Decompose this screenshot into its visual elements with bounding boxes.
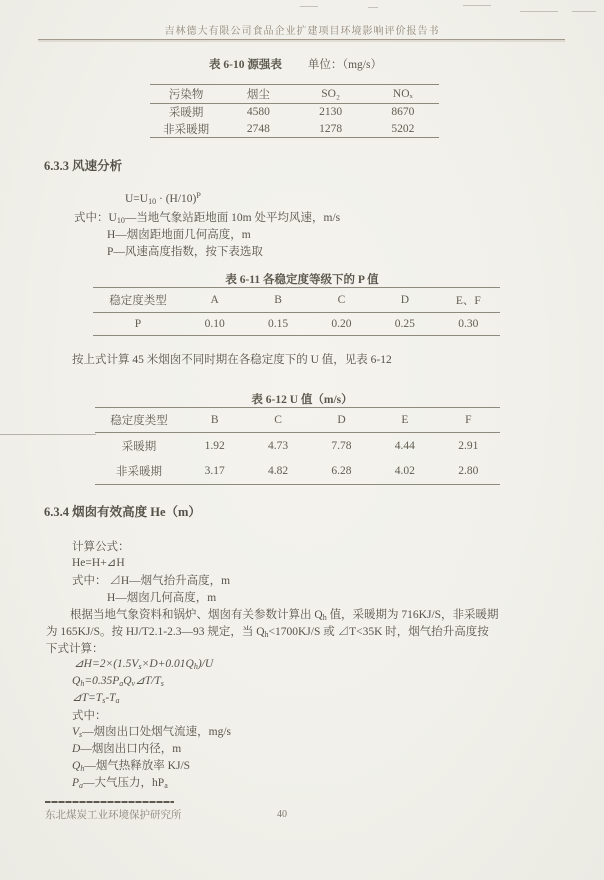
definition-d: D—烟囱出口内径，m (72, 743, 182, 755)
paragraph-qh-line3: 下式计算： (46, 643, 104, 655)
table-cell: 0.25 (394, 318, 415, 330)
table-cell: 采暖期 (121, 440, 157, 453)
table-cell: 0.20 (331, 318, 352, 330)
column-header: B (274, 294, 282, 306)
column-header: 稳定度类型 (110, 415, 168, 427)
scan-artifact (463, 5, 491, 6)
table-cell: 4.44 (394, 439, 415, 452)
column-header: E (401, 414, 409, 426)
table-cell: 非采暖期 (163, 123, 210, 136)
section-heading-6-3-4: 6.3.4 烟囱有效高度 He（m） (44, 505, 201, 519)
table-cell: 4.82 (268, 465, 289, 478)
calc-formula-label: 计算公式： (72, 541, 130, 553)
page-number: 40 (277, 809, 287, 820)
shizhong-label: 式中： (72, 710, 107, 722)
table-row (95, 459, 500, 485)
table-6-10-caption-row (209, 56, 382, 72)
definition-p: P—风速高度指数，按下表选取 (107, 246, 263, 258)
table-cell: 0.10 (204, 318, 225, 330)
table-6-10-title: 表 6-10 源强表 (209, 59, 282, 71)
column-header: D (337, 414, 346, 426)
column-header: 污染物 (168, 89, 204, 101)
column-header: F (465, 414, 472, 426)
formula-delta-h: $⊿H=2\times(1.5V_s\times D+0.01Q_h)/U$ (74, 658, 214, 671)
paragraph-qh-line2: 为 165KJ/S。按 HJ/T2.1-2.3—93 规定，当 $Q_h<1700KJ/S$ 或 ⊿T<35K 时，烟气抬升高度按 (46, 626, 489, 639)
table-6-11-title: 表 6-11 各稳定度等级下的 P 值 (225, 274, 379, 286)
definition-qh: $Q_h—$烟气热释放率 KJ/S (72, 760, 191, 773)
column-header: 稳定度类型 (109, 295, 167, 307)
table-cell: 7.78 (331, 439, 352, 452)
definition-h-geo: H—烟囱几何高度，m (107, 592, 217, 604)
table-cell: 0.30 (458, 318, 479, 330)
definition-pa: $P_a—$大气压力，$hP_a$ (72, 777, 168, 790)
scan-artifact (0, 434, 96, 435)
column-header: B (210, 414, 219, 426)
table-cell: P (134, 318, 142, 330)
table-cell: 0.15 (268, 318, 289, 330)
definition-h: H—烟囱距地面几何高度，m (107, 229, 251, 241)
table-cell: 5202 (391, 122, 415, 135)
table-cell: 4580 (246, 106, 270, 119)
column-header: 烟尘 (246, 89, 270, 101)
table-6-11 (93, 287, 500, 336)
formula-delta-t: $⊿T=T_s-T_a$ (72, 692, 120, 705)
table-6-12 (95, 407, 500, 485)
column-header: D (400, 294, 410, 306)
header-rule (38, 39, 565, 40)
table-6-10-unit: 单位：（mg/s） (307, 59, 382, 71)
table-row (93, 288, 500, 313)
table-row (95, 433, 500, 459)
definition-vs: $V_s—$烟囱出口处烟气流速，mg/s (72, 726, 232, 739)
table-cell: 1278 (319, 122, 343, 135)
paragraph-qh-line1: 根据当地气象资料和锅炉、烟囱有关参数计算出 $Q_h$ 值，采暖期为 716KJ/S，非采暖期 (70, 609, 499, 622)
table-row (150, 104, 439, 121)
table-cell: 8670 (391, 106, 415, 119)
report-header-title: 吉林德大有限公司食品企业扩建项目环境影响评价报告书 (164, 26, 440, 37)
table-cell: 2130 (319, 106, 343, 119)
scan-artifact (368, 7, 378, 8)
table-cell: 2.91 (458, 439, 479, 452)
scan-artifact (300, 6, 318, 7)
table-cell: 4.73 (268, 439, 289, 452)
table-6-10 (150, 84, 439, 138)
table-row (93, 313, 500, 336)
column-header: E、F (455, 295, 481, 307)
footer-organization: 东北煤炭工业环境保护研究所 (45, 810, 182, 821)
paragraph-u-calc: 按上式计算 45 米烟囱不同时期在各稳定度下的 U 值，见表 6-12 (72, 354, 392, 366)
section-heading-6-3-3: 6.3.3 风速分析 (44, 159, 123, 173)
definition-u10: 式中：$U_{10}—$当地气象站距地面 10m 处平均风速，m/s (74, 212, 341, 225)
scan-artifact (520, 11, 558, 12)
column-header: C (274, 414, 282, 426)
formula-he: He=H+⊿H (72, 557, 125, 569)
formula-wind-speed: $U=U_{10} \cdot (H/10)^P$ (125, 191, 201, 206)
formula-qh: $Q_h=0.35P_aQ_v⊿T/T_s$ (72, 675, 164, 688)
column-header: A (210, 294, 219, 306)
table-cell: 采暖期 (168, 107, 204, 120)
table-cell: 2.80 (458, 465, 479, 478)
table-row (150, 121, 439, 138)
table-cell: 非采暖期 (116, 466, 162, 479)
table-cell: 4.02 (394, 465, 415, 478)
footer-rule (45, 801, 174, 803)
table-cell: 6.28 (331, 465, 352, 478)
table-cell: 1.92 (204, 439, 225, 452)
definition-delta-h: 式中： ⊿H—烟气抬升高度，m (72, 575, 231, 587)
table-6-12-title: 表 6-12 U 值（m/s） (251, 394, 353, 406)
column-header: C (337, 294, 346, 306)
table-row (95, 408, 500, 433)
column-header: NOₓ (392, 88, 413, 100)
scan-artifact (572, 11, 596, 12)
column-header: SO₂ (321, 88, 340, 100)
table-row (150, 85, 439, 104)
table-cell: 2748 (246, 122, 270, 135)
table-cell: 3.17 (204, 465, 225, 478)
